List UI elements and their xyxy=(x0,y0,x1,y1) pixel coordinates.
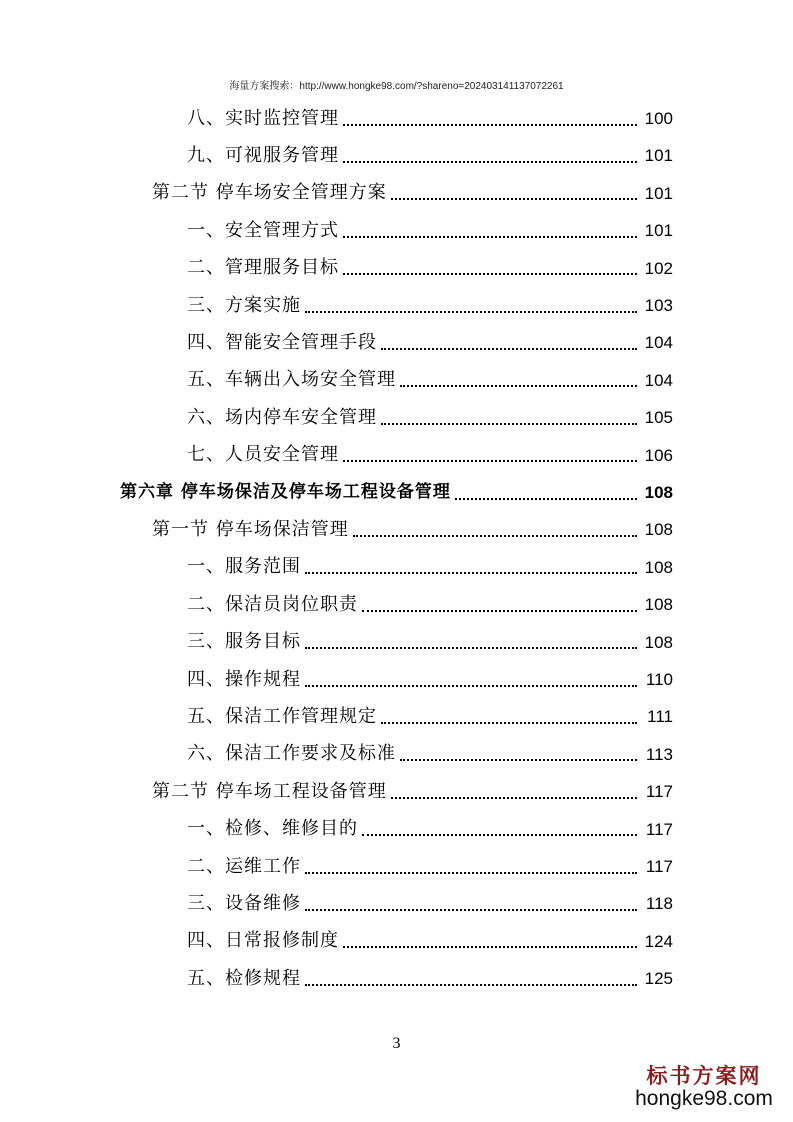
toc-entry[interactable] xyxy=(187,100,673,137)
toc-entry[interactable] xyxy=(187,848,673,885)
toc-dot-leader xyxy=(455,498,637,500)
toc-dot-leader xyxy=(343,124,637,126)
toc-dot-leader xyxy=(362,834,637,836)
toc-dot-leader xyxy=(381,722,637,724)
toc-entry-page: 117 xyxy=(645,819,673,839)
toc-entry-page: 108 xyxy=(644,557,673,577)
toc-entry-page: 111 xyxy=(647,707,673,727)
toc-dot-leader xyxy=(305,909,637,911)
toc-entry-page: 105 xyxy=(644,408,673,428)
toc-entry-page: 108 xyxy=(644,483,673,502)
watermark-en-text: hongke98.com xyxy=(635,1086,773,1110)
toc-entry-page: 124 xyxy=(644,931,673,951)
toc-entry-title: 三、服务目标 xyxy=(187,631,301,653)
toc-entry[interactable] xyxy=(187,549,673,586)
toc-entry-title: 第一节 停车场保洁管理 xyxy=(152,518,349,540)
toc-entry[interactable] xyxy=(187,736,673,773)
toc-entry-page: 101 xyxy=(644,183,673,203)
toc-entry-title: 六、保洁工作要求及标准 xyxy=(187,743,396,765)
toc-entry[interactable] xyxy=(152,511,673,548)
toc-entry-page: 108 xyxy=(644,520,673,540)
toc-dot-leader xyxy=(343,161,637,163)
toc-entry-page: 102 xyxy=(644,258,673,278)
toc-entry-page: 117 xyxy=(645,782,673,802)
toc-entry[interactable] xyxy=(187,137,673,174)
toc-entry-page: 117 xyxy=(645,857,673,876)
toc-entry-page: 103 xyxy=(644,296,673,315)
toc-dot-leader xyxy=(305,685,637,687)
toc-dot-leader xyxy=(353,535,637,537)
toc-entry-page: 101 xyxy=(644,221,673,241)
toc-dot-leader xyxy=(305,984,637,986)
toc-entry[interactable] xyxy=(187,661,673,698)
toc-entry[interactable] xyxy=(187,437,673,474)
table-of-contents xyxy=(0,100,793,1000)
toc-entry-title: 第二节 停车场安全管理方案 xyxy=(152,182,387,204)
toc-entry-page: 104 xyxy=(644,333,673,353)
toc-entry[interactable] xyxy=(187,698,673,735)
toc-entry[interactable] xyxy=(187,287,673,324)
toc-entry-title: 五、检修规程 xyxy=(187,967,301,989)
toc-entry[interactable] xyxy=(187,624,673,661)
toc-entry-page: 125 xyxy=(644,969,673,989)
toc-entry-title: 四、日常报修制度 xyxy=(187,930,339,952)
toc-dot-leader xyxy=(391,198,637,200)
toc-entry-title: 第二节 停车场工程设备管理 xyxy=(152,780,387,802)
toc-entry-title: 五、车辆出入场安全管理 xyxy=(187,369,396,391)
toc-dot-leader xyxy=(305,872,637,874)
toc-entry-title: 五、保洁工作管理规定 xyxy=(187,705,377,727)
page-number: 3 xyxy=(392,1035,401,1052)
toc-entry[interactable] xyxy=(187,250,673,287)
toc-entry-title: 一、服务范围 xyxy=(187,556,301,578)
toc-entry-page: 100 xyxy=(644,109,673,128)
toc-entry-page: 108 xyxy=(644,632,673,652)
toc-dot-leader xyxy=(305,572,637,574)
toc-entry-title: 三、方案实施 xyxy=(187,294,301,316)
toc-entry-title: 二、运维工作 xyxy=(187,855,301,877)
toc-entry-title: 第六章 停车场保洁及停车场工程设备管理 xyxy=(120,482,451,502)
toc-entry-title: 八、实时监控管理 xyxy=(187,107,339,129)
toc-entry-page: 104 xyxy=(644,370,673,390)
toc-entry[interactable] xyxy=(187,399,673,436)
toc-entry-page: 106 xyxy=(644,445,673,465)
toc-entry[interactable] xyxy=(187,324,673,361)
toc-entry[interactable] xyxy=(187,362,673,399)
toc-entry-page: 110 xyxy=(645,670,673,689)
toc-entry[interactable] xyxy=(187,885,673,922)
toc-entry-page: 113 xyxy=(645,744,673,764)
toc-entry-title: 六、场内停车安全管理 xyxy=(187,406,377,428)
toc-dot-leader xyxy=(381,423,637,425)
toc-entry[interactable] xyxy=(187,811,673,848)
toc-entry[interactable] xyxy=(187,960,673,997)
toc-entry[interactable] xyxy=(187,212,673,249)
toc-dot-leader xyxy=(343,273,637,275)
toc-entry-title: 四、智能安全管理手段 xyxy=(187,331,377,353)
toc-entry-title: 九、可视服务管理 xyxy=(187,144,339,166)
toc-dot-leader xyxy=(362,610,637,612)
page-header-url: 海量方案搜索：http://www.hongke98.com/?shareno=202403141137072261 xyxy=(229,81,564,92)
toc-dot-leader xyxy=(400,385,637,387)
toc-dot-leader xyxy=(305,647,637,649)
toc-entry-title: 三、设备维修 xyxy=(187,892,301,914)
toc-entry-page: 118 xyxy=(645,894,673,914)
toc-entry[interactable] xyxy=(152,175,673,212)
toc-entry-title: 二、管理服务目标 xyxy=(187,257,339,279)
toc-entry[interactable] xyxy=(120,474,673,511)
toc-dot-leader xyxy=(391,797,637,799)
toc-dot-leader xyxy=(381,348,637,350)
toc-entry-title: 七、人员安全管理 xyxy=(187,444,339,466)
toc-dot-leader xyxy=(343,946,637,948)
toc-entry-title: 二、保洁员岗位职责 xyxy=(187,593,358,615)
toc-entry[interactable] xyxy=(187,923,673,960)
toc-entry[interactable] xyxy=(152,773,673,810)
toc-entry-title: 一、安全管理方式 xyxy=(187,219,339,241)
toc-dot-leader xyxy=(400,759,637,761)
toc-entry-title: 一、检修、维修目的 xyxy=(187,818,358,840)
toc-entry-page: 108 xyxy=(644,595,673,615)
watermark-cn-text: 标书方案网 xyxy=(646,1062,762,1088)
toc-dot-leader xyxy=(305,311,637,313)
toc-entry-title: 四、操作规程 xyxy=(187,668,301,690)
toc-entry[interactable] xyxy=(187,586,673,623)
toc-dot-leader xyxy=(343,236,637,238)
toc-dot-leader xyxy=(343,460,637,462)
watermark-logo xyxy=(629,1064,779,1110)
toc-entry-page: 101 xyxy=(644,146,673,166)
